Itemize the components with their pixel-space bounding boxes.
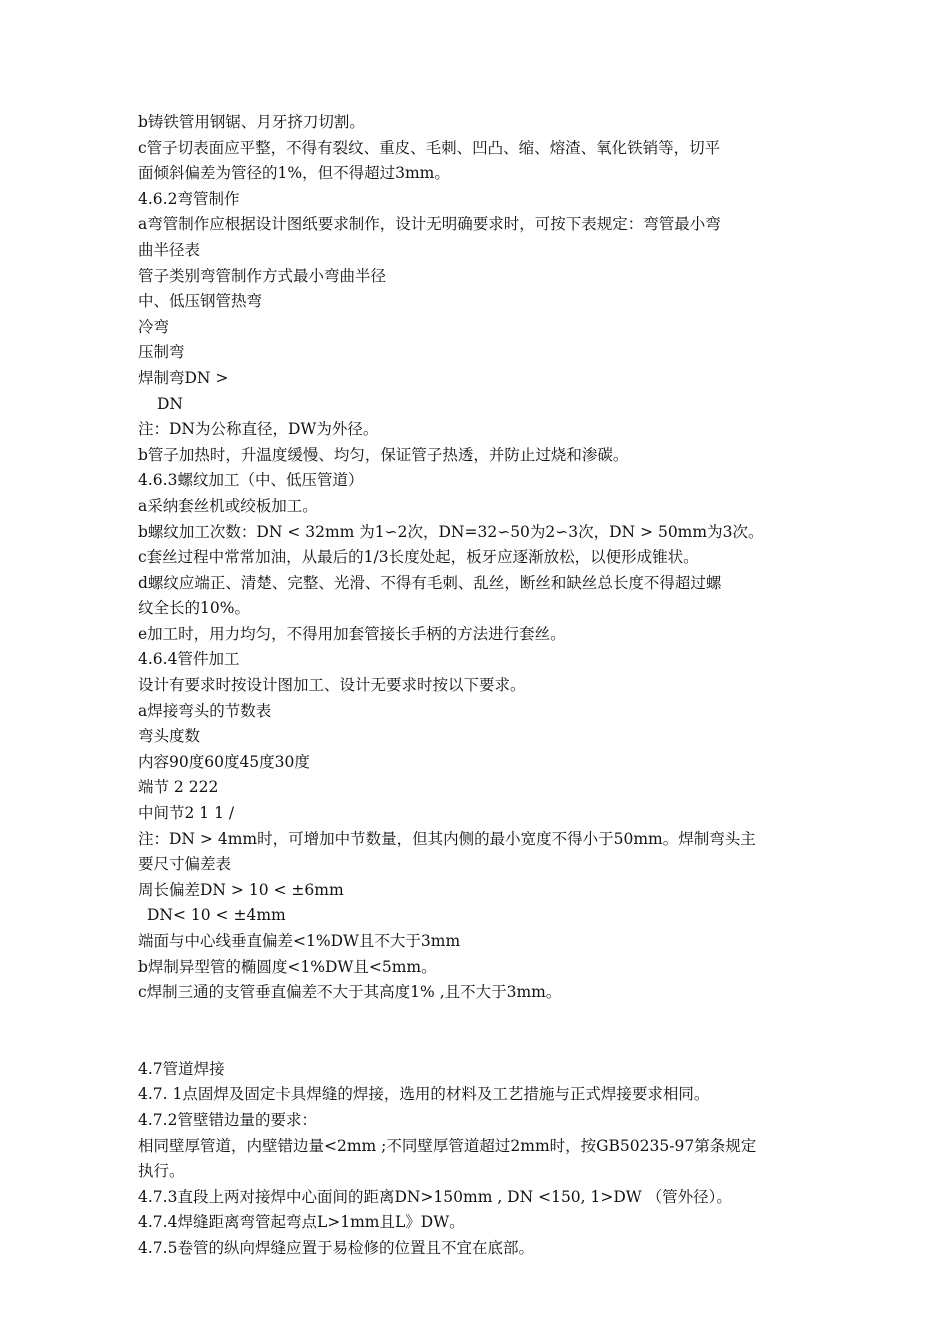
section-pipe-welding <box>138 1057 828 1262</box>
text-line: c套丝过程中常常加油，从最后的1/3长度处起，板牙应逐渐放松，以便形成锥状。 <box>138 548 699 567</box>
text-line: 4.7.2管壁错边量的要求： <box>138 1110 317 1129</box>
text-line: 4.6.3螺纹加工（中、低压管道） <box>138 471 364 490</box>
text-line: 中、低压钢管热弯 <box>138 292 263 311</box>
text-line: 4.7管道焊接 <box>138 1059 225 1078</box>
text-line: 设计有要求时按设计图加工、设计无要求时按以下要求。 <box>138 676 526 695</box>
text-line: 4.7.5卷管的纵向焊缝应置于易检修的位置且不宜在底部。 <box>138 1238 534 1257</box>
text-line: 4.7.3直段上两对接焊中心面间的距离DN>150mm , DN <150, 1>DW （管外径）。 <box>138 1187 732 1206</box>
text-line: 端面与中心线垂直偏差<1%DW且不大于3mm <box>138 932 461 950</box>
text-line: 相同壁厚管道，内壁错边量<2mm ;不同壁厚管道超过2mm时，按GB50235-97第条规定 <box>138 1136 757 1155</box>
text-line: a采纳套丝机或绞板加工。 <box>138 496 318 515</box>
section-pipe-processing <box>138 110 828 1006</box>
text-line: a弯管制作应根据设计图纸要求制作，设计无明确要求时，可按下表规定：弯管最小弯 <box>138 215 721 234</box>
text-line: 纹全长的10%。 <box>138 599 250 618</box>
text-line: b铸铁管用钢锯、月牙挤刀切割。 <box>138 113 365 131</box>
text-line: 4.6.2弯管制作 <box>138 189 240 208</box>
text-line: 曲半径表 <box>138 240 201 259</box>
text-line: 中间节2 1 1 / <box>138 804 235 823</box>
text-line: 端节 2 222 <box>138 778 219 797</box>
text-line: d螺纹应端正、清楚、完整、光滑、不得有毛刺、乱丝，断丝和缺丝总长度不得超过螺 <box>138 573 722 592</box>
text-line: a焊接弯头的节数表 <box>138 701 272 720</box>
text-line: 内容90度60度45度30度 <box>138 752 310 771</box>
text-line: 压制弯 <box>138 343 185 362</box>
text-line: c管子切表面应平整，不得有裂纹、重皮、毛刺、凹凸、缩、熔渣、氧化铁销等，切平 <box>138 138 721 157</box>
text-line: b螺纹加工次数：DN < 32mm 为1∽2次，DN=32∽50为2∽3次，DN > 50mm为3次。 <box>138 522 764 541</box>
text-line: 焊制弯DN > <box>138 368 229 387</box>
text-line: 要尺寸偏差表 <box>138 855 232 874</box>
text-line: e加工时，用力均匀，不得用加套管接长手柄的方法进行套丝。 <box>138 624 566 643</box>
text-line: b焊制异型管的椭圆度<1%DW且<5mm。 <box>138 957 437 976</box>
document-body <box>138 110 828 1262</box>
text-line: c焊制三通的支管垂直偏差不大于其高度1% ,且不大于3mm。 <box>138 983 562 1002</box>
text-line: 周长偏差DN > 10 < ±6mm <box>138 880 344 899</box>
text-line: 弯头度数 <box>138 727 201 746</box>
text-line: DN< 10 < ±4mm <box>147 906 286 925</box>
text-line: 执行。 <box>138 1162 185 1181</box>
text-line: 注：DN为公称直径，DW为外径。 <box>138 420 379 439</box>
text-line: 注：DN > 4mm时，可增加中节数量，但其内侧的最小宽度不得小于50mm。焊制弯头主 <box>138 829 756 848</box>
text-line: 4.7.4焊缝距离弯管起弯点L>1mm且L》DW。 <box>138 1213 465 1232</box>
text-line: 面倾斜偏差为管径的1%，但不得超过3mm。 <box>138 164 450 183</box>
text-line: DN <box>157 394 183 413</box>
text-line: 4.7. 1点固焊及固定卡具焊缝的焊接，选用的材料及工艺措施与正式焊接要求相同。 <box>138 1085 710 1104</box>
text-line: 冷弯 <box>138 317 170 336</box>
text-line: 4.6.4管件加工 <box>138 650 240 669</box>
text-line: 管子类别弯管制作方式最小弯曲半径 <box>138 266 387 285</box>
text-line: b管子加热时，升温度缓慢、均匀，保证管子热透，并防止过烧和渗碳。 <box>138 445 629 464</box>
section-gap <box>138 1006 828 1057</box>
